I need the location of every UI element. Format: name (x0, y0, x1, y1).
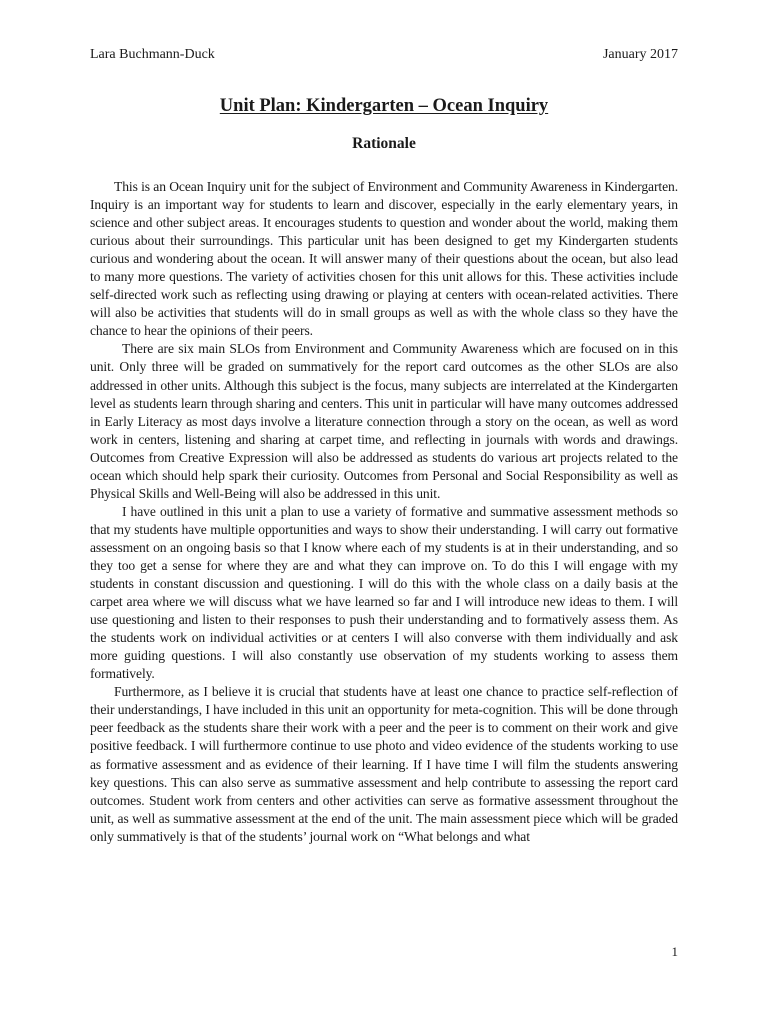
page-number: 1 (671, 944, 678, 959)
author-name: Lara Buchmann-Duck (90, 47, 215, 62)
paragraph: This is an Ocean Inquiry unit for the subject of Environment and Community Awareness in Kindergarten. Inquiry is an important way for students to learn and discover, especially in the early elementary years, in science and other subject areas. It encourages students to question and wonder about the world, making them curious about their surroundings. This particular unit has been designed to get my Kindergarten students curious and wondering about the ocean. It will answer many of their questions about the ocean, but also lead to many more questions. The variety of activities chosen for this unit allows for this. These activities include self-directed work such as reflecting using drawing or playing at centers with ocean-related activities. There will also be activities that students will do in small groups as well as with the whole class so they have the chance to hear the opinions of their peers. (90, 179, 678, 339)
section-heading-rationale: Rationale (352, 135, 416, 152)
paragraph: Furthermore, as I believe it is crucial that students have at least one chance to practice self-reflection of their understandings, I have included in this unit an opportunity for meta-cognition. This will be done through peer feedback as the students share their work with a peer and the peer is to comment on their work and give positive feedback. I will furthermore continue to use photo and video evidence of the students working to use as formative assessment and as evidence of their learning. If I have time I will film the students answering key questions. This can also serve as summative assessment and help contribute to assessing the report card outcomes. Student work from centers and other activities can serve as formative assessment throughout the unit, as well as summative assessment at the end of the unit. The main assessment piece which will be graded only summatively is that of the students’ journal work on “What belongs and what (90, 684, 678, 844)
paragraph: There are six main SLOs from Environment and Community Awareness which are focused on in this unit. Only three will be graded on summatively for the report card outcomes as the other SLOs are also addressed in other units. Although this subject is the focus, many subjects are interrelated at the Kindergarten level as students learn through sharing and centers. This unit in particular will have many outcomes addressed in Early Literacy as most days involve a literature connection through a story on the ocean, as well as word work in centers, listening and sharing at carpet time, and reflecting in journals with words and drawings. Outcomes from Creative Expression will also be addressed as students do various art projects related to the ocean which should help spark their curiosity. Outcomes from Personal and Social Responsibility as well as Physical Skills and Well-Being will also be addressed in this unit. (90, 341, 678, 501)
page-header (90, 46, 678, 64)
rationale-body (90, 178, 678, 846)
document-title: Unit Plan: Kindergarten – Ocean Inquiry (219, 96, 549, 116)
document-date: January 2017 (602, 47, 678, 62)
paragraph: I have outlined in this unit a plan to use a variety of formative and summative assessment methods so that my students have multiple opportunities and ways to show their understanding. I will carry out formative assessment on an ongoing basis so that I know where each of my students is at in their understanding, and so they too get a sense for where they are and what they can improve on. To do this I will engage with my students in constant discussion and questioning. I will do this with the whole class on a daily basis at the carpet area where we will discuss what we have learned so far and I will introduce new ideas to them. I will use questioning and listen to their responses to push their understanding and to formatively assess them. As the students work on individual activities or at centers I will also converse with them individually and ask more guiding questions. I will also constantly use observation of my students working to assess them formatively. (90, 503, 678, 682)
